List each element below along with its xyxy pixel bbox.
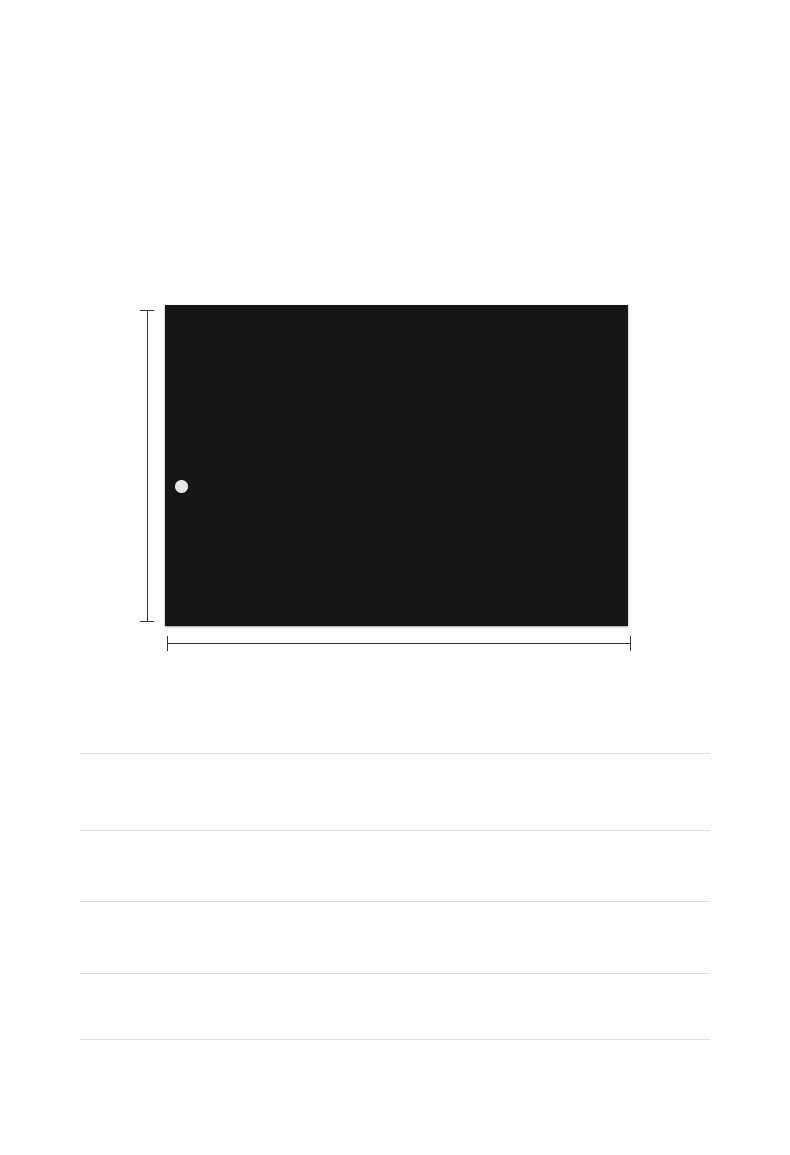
width-dimension-line xyxy=(167,643,630,644)
height-dimension-cap-bottom xyxy=(140,621,154,622)
height-dimension-cap-top xyxy=(140,310,154,311)
table-divider xyxy=(80,830,710,831)
table-divider xyxy=(80,1039,710,1040)
table-divider xyxy=(80,901,710,902)
brand-logo-mark-icon xyxy=(175,480,188,493)
brand-logo xyxy=(170,430,192,500)
tabletop-image xyxy=(165,305,628,626)
table-divider xyxy=(80,973,710,974)
width-dimension-cap-left xyxy=(167,636,168,651)
height-dimension-line xyxy=(147,310,148,622)
width-dimension-cap-right xyxy=(630,636,631,651)
table-divider xyxy=(80,753,710,754)
